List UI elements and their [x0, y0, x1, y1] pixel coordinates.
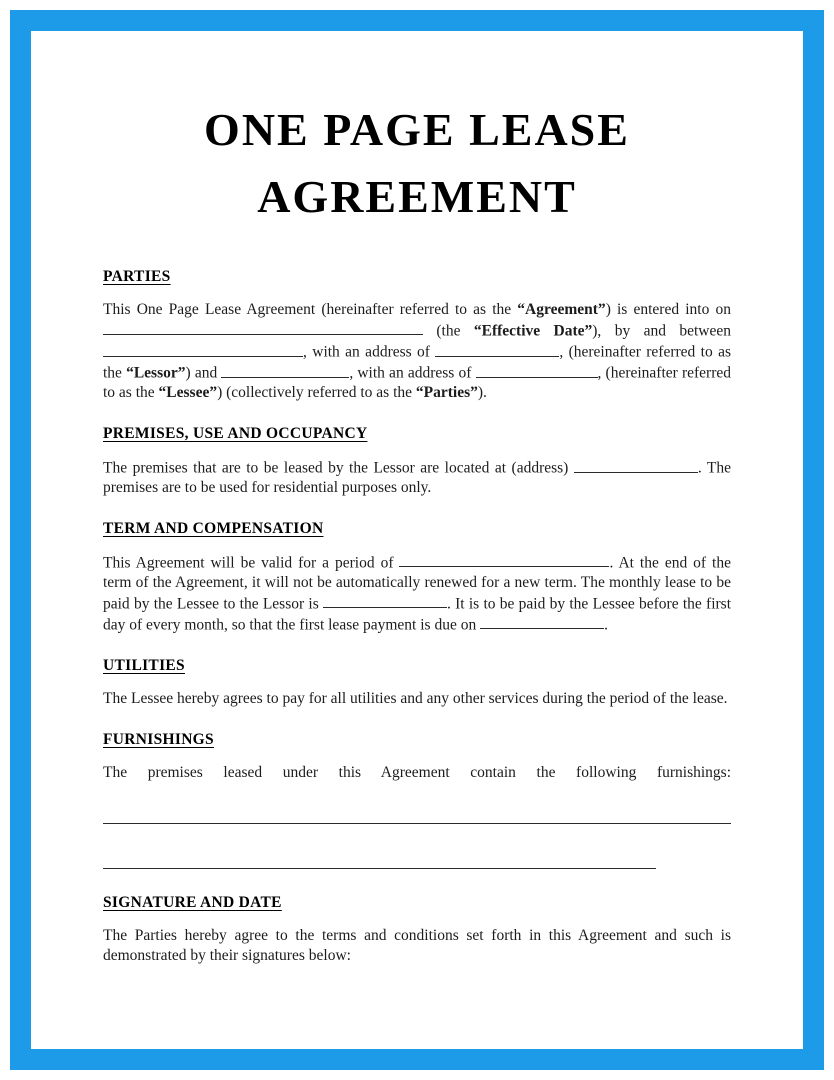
section-parties: [103, 268, 731, 403]
section-signature-and-date: [103, 894, 731, 966]
defined-term: “Agreement”: [517, 301, 606, 319]
page-border: [10, 10, 824, 1070]
fill-in-line: [103, 854, 731, 873]
paragraph: [103, 300, 731, 403]
text-run: ) (collectively referred to as the: [217, 384, 416, 402]
fill-in-blank: [103, 341, 303, 356]
paragraph: [103, 457, 731, 498]
text-run: . It is to be paid by the Lessee before the first day of every month, so that the first lease payment is due on: [103, 595, 731, 634]
fill-in-blank: [480, 614, 604, 629]
text-run: ), by and between: [592, 322, 731, 340]
fill-in-blank: [103, 320, 423, 335]
text-run: This One Page Lease Agreement (hereinafter referred to as the: [103, 301, 518, 319]
document-sections: [103, 268, 731, 966]
text-run: ).: [477, 384, 487, 402]
text-run: , with an address of: [303, 343, 436, 361]
section-utilities: [103, 657, 731, 709]
paragraph: [103, 552, 731, 635]
text-run: . The premises are to be used for residential purposes only.: [103, 459, 731, 497]
text-run: . At the end of the term of the Agreement, it will not be automatically renewed for a new term. The monthly lease to be paid by the Lessee to the Lessor is: [103, 554, 731, 613]
document-title: [103, 97, 731, 230]
section-heading-utilities: UTILITIES: [103, 657, 185, 675]
section-premises-use-occupancy: [103, 425, 731, 498]
defined-term: “Effective Date”: [473, 322, 593, 340]
section-furnishings: [103, 731, 731, 872]
fill-in-blank: [103, 854, 656, 869]
document-title-line2: AGREEMENT: [257, 170, 577, 222]
section-heading-parties: PARTIES: [103, 268, 171, 286]
text-run: The Parties hereby agree to the terms and conditions set forth in this Agreement and such is demonstrated by their signatures below:: [103, 927, 731, 965]
section-heading-signature-and-date: SIGNATURE AND DATE: [103, 894, 282, 912]
paragraph: [103, 926, 731, 966]
section-heading-term-and-compensation: TERM AND COMPENSATION: [103, 520, 324, 538]
paragraph: [103, 689, 731, 709]
fill-in-blank: [221, 362, 349, 377]
fill-in-line: [103, 809, 731, 828]
fill-in-blank: [399, 552, 609, 567]
text-run: , with an address of: [349, 364, 476, 382]
text-run: The premises leased under this Agreement contain the following furnishings:: [103, 764, 731, 782]
section-heading-premises-use-occupancy: PREMISES, USE AND OCCUPANCY: [103, 425, 368, 443]
fill-in-blank: [103, 809, 731, 824]
defined-term: “Parties”: [415, 384, 478, 402]
section-term-and-compensation: [103, 520, 731, 635]
fill-in-blank: [574, 457, 698, 472]
text-run: The premises that are to be leased by the Lessor are located at (address): [103, 459, 574, 477]
text-run: (the: [423, 322, 474, 340]
section-heading-furnishings: FURNISHINGS: [103, 731, 214, 749]
defined-term: “Lessee”: [158, 384, 218, 402]
fill-in-blank: [435, 341, 559, 356]
text-run: This Agreement will be valid for a period of: [103, 554, 400, 572]
text-run: ) and: [185, 364, 222, 382]
text-run: The Lessee hereby agrees to pay for all utilities and any other services during the period of the lease.: [103, 690, 728, 708]
defined-term: “Lessor”: [126, 364, 186, 382]
text-run: ) is entered into on: [605, 301, 731, 319]
fill-in-blank: [323, 593, 447, 608]
document-title-line1: ONE PAGE LEASE: [204, 104, 630, 155]
paragraph: [103, 763, 731, 783]
fill-in-blank: [476, 362, 598, 377]
text-run: , (hereinafter referred to as the: [103, 364, 731, 402]
text-run: , (hereinafter referred to as the: [103, 343, 731, 382]
text-run: .: [604, 616, 608, 634]
